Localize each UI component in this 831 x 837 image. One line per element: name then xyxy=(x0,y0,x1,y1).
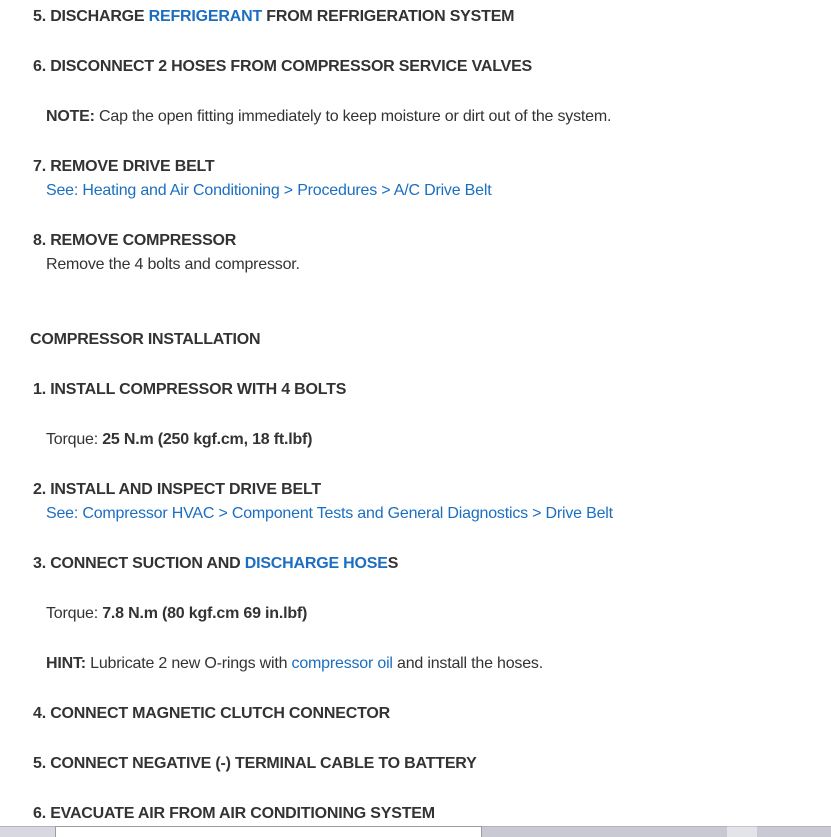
install-step-2 xyxy=(33,481,811,522)
hint-block xyxy=(46,655,811,672)
refrigerant-link[interactable]: REFRIGERANT xyxy=(148,8,263,25)
install-step-4-heading: 4. CONNECT MAGNETIC CLUTCH CONNECTOR xyxy=(33,705,390,722)
hint-text: Lubricate 2 new O-rings with xyxy=(85,655,292,672)
compressor-oil-link[interactable]: compressor oil xyxy=(291,655,393,672)
hint-label: HINT: xyxy=(46,655,86,672)
see-link-ac-drive-belt[interactable]: See: Heating and Air Conditioning > Procedures > A/C Drive Belt xyxy=(46,182,492,199)
installation-section-heading: COMPRESSOR INSTALLATION xyxy=(30,331,261,348)
torque-line xyxy=(46,431,811,448)
install-step-6-heading: 6. EVACUATE AIR FROM AIR CONDITIONING SYSTEM xyxy=(33,805,435,822)
step-text: FROM REFRIGERATION SYSTEM xyxy=(262,8,515,25)
step-text: 3. CONNECT SUCTION AND xyxy=(33,555,245,572)
removal-step-6-heading: 6. DISCONNECT 2 HOSES FROM COMPRESSOR SERVICE VALVES xyxy=(33,58,533,75)
bottom-panel-track-right xyxy=(757,826,831,837)
install-step-5 xyxy=(33,755,811,772)
removal-step-7 xyxy=(33,158,811,199)
step-text: 5. DISCHARGE xyxy=(33,8,149,25)
removal-step-8 xyxy=(33,232,811,273)
removal-step-7-see xyxy=(46,182,811,199)
torque-value: 7.8 N.m (80 kgf.cm 69 in.lbf) xyxy=(102,605,308,622)
removal-step-5-heading xyxy=(33,8,811,25)
removal-step-5 xyxy=(33,8,811,25)
install-step-1 xyxy=(33,381,811,398)
step-text: S xyxy=(387,555,399,572)
bottom-panel xyxy=(0,826,831,837)
bottom-panel-thumb[interactable] xyxy=(727,826,757,837)
install-step-3-torque xyxy=(46,605,811,622)
removal-step-8-body: Remove the 4 bolts and compressor. xyxy=(46,256,300,273)
torque-label: Torque: xyxy=(46,605,103,622)
bottom-search-input[interactable] xyxy=(55,826,482,837)
hint-text: and install the hoses. xyxy=(392,655,543,672)
install-step-3 xyxy=(33,555,811,572)
bottom-panel-track xyxy=(482,826,727,837)
removal-step-6 xyxy=(33,58,811,75)
see-link-drive-belt[interactable]: See: Compressor HVAC > Component Tests and General Diagnostics > Drive Belt xyxy=(46,505,613,522)
install-step-4 xyxy=(33,705,811,722)
note-text: Cap the open fitting immediately to keep moisture or dirt out of the system. xyxy=(94,108,612,125)
install-step-3-heading xyxy=(33,555,811,572)
discharge-hose-link[interactable]: DISCHARGE HOSE xyxy=(244,555,388,572)
torque-value: 25 N.m (250 kgf.cm, 18 ft.lbf) xyxy=(102,431,313,448)
install-step-1-heading: 1. INSTALL COMPRESSOR WITH 4 BOLTS xyxy=(33,381,347,398)
install-step-6 xyxy=(33,805,811,822)
install-step-2-heading: 2. INSTALL AND INSPECT DRIVE BELT xyxy=(33,481,321,498)
hint-line xyxy=(46,655,811,672)
bottom-panel-left-segment xyxy=(0,826,55,837)
removal-step-7-heading: 7. REMOVE DRIVE BELT xyxy=(33,158,215,175)
removal-step-8-heading: 8. REMOVE COMPRESSOR xyxy=(33,232,237,249)
note-line xyxy=(46,108,811,125)
torque-label: Torque: xyxy=(46,431,103,448)
note-label: NOTE: xyxy=(46,108,95,125)
install-step-1-torque xyxy=(46,431,811,448)
install-step-5-heading: 5. CONNECT NEGATIVE (-) TERMINAL CABLE TO BATTERY xyxy=(33,755,477,772)
note-block xyxy=(46,108,811,125)
torque-line xyxy=(46,605,811,622)
install-step-2-see xyxy=(46,505,811,522)
installation-section xyxy=(30,331,811,348)
